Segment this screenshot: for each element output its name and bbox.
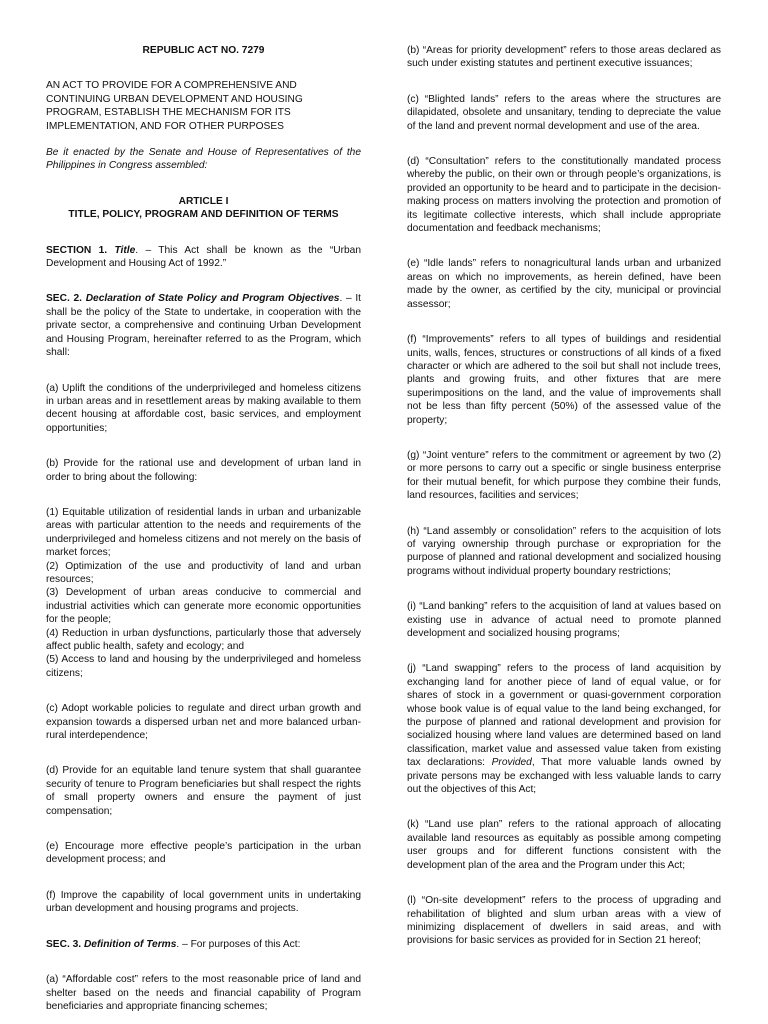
section-2: [46, 292, 361, 359]
policy-item-f: (f) Improve the capability of local government units in undertaking urban development and housing programs and projects.: [46, 889, 361, 915]
definition-d: (d) “Consultation” refers to the constitutionally mandated process whereby the public, on their own or through people’s organizations, is provided an opportunity to be heard and to participate in the decision-making process on matters involving the protection and promotion of its legitimate collective interests, which shall include appropriate documentation and feedback mechanisms;: [407, 156, 721, 235]
policy-item-b: (b) Provide for the rational use and development of urban land in order to bring about the following:: [46, 458, 361, 483]
definition-l: (l) “On-site development” refers to the process of upgrading and rehabilitation of blighted and slum urban areas with a view of minimizing displacement of dwellers in said areas, and with provisions for basic services as provided for in Section 21 hereof;: [407, 895, 721, 947]
section-2-text: . – It shall be the policy of the State to undertake, in cooperation with the private sector, a comprehensive and continuing Urban Development and Housing Program, hereinafter referred to as the Program, which shall:: [46, 293, 361, 359]
definition-i: (i) “Land banking” refers to the acquisition of land at values based on existing use in advance of actual need to promote planned development and socialized housing programs;: [407, 601, 721, 639]
definition-f: (f) “Improvements” refers to all types of buildings and residential units, walls, fences, structures or constructions of all kinds of a fixed character or which are adhered to the soil but shall not include trees, plants and growing fruits, and other fixtures that are mere superimpositions on the land, and the value of improvements shall not be less than fifty percent (50%) of the assessed value of the property;: [407, 334, 721, 426]
section-1-title: Title: [114, 244, 136, 256]
definition-h: (h) “Land assembly or consolidation” refers to the acquisition of lots of varying ownership through purchase or expropriation for the purpose of planned and rational development and socialized housing programs without individual property boundary restrictions;: [407, 525, 721, 577]
policy-item-a: (a) Uplift the conditions of the underprivileged and homeless citizens in urban areas and in resettlement areas by making available to them decent housing at affordable cost, basic services, and employment opportunities;: [46, 382, 361, 434]
section-2-title: Declaration of State Policy and Program Objectives: [85, 293, 340, 305]
section-3-text: . – For purposes of this Act:: [176, 938, 301, 950]
definition-e: (e) “Idle lands” refers to nonagricultural lands urban and urbanized areas on which no improvements, as herein defined, have been made by the owner, as certified by the city, municipal or provincial assessor;: [407, 258, 721, 310]
section-1-text: . – This Act shall be known as the “Urban Development and Housing Act of 1992.”: [46, 244, 361, 270]
definition-c: (c) “Blighted lands” refers to the areas where the structures are dilapidated, obsolete and unsanitary, tending to depreciate the value of the land and prevent normal development and use of the area.: [407, 93, 721, 132]
section-1: [46, 244, 361, 271]
section-3-title: Definition of Terms: [83, 938, 177, 950]
definition-j-provided: Provided: [491, 757, 532, 769]
section-3-label: SEC. 3.: [46, 938, 82, 950]
definition-b: (b) “Areas for priority development” refers to those areas declared as such under existing statutes and pertinent executive issuances;: [407, 45, 721, 70]
policy-subitem-5: (5) Access to land and housing by the underprivileged and homeless citizens;: [46, 654, 361, 679]
policy-subitem-1: (1) Equitable utilization of residential lands in urban and urbanizable areas with particular attention to the needs and requirements of the underprivileged and homeless citizens and not merely on the basis of market forces;: [46, 506, 361, 559]
policy-item-c: (c) Adopt workable policies to regulate and direct urban growth and expansion towards a dispersed urban net and more balanced urban-rural interdependence;: [46, 703, 361, 742]
right-column: [407, 44, 721, 948]
policy-subitem-2: (2) Optimization of the use and productivity of land and urban resources;: [46, 560, 361, 585]
section-2-label: SEC. 2.: [46, 293, 82, 305]
policy-item-d: (d) Provide for an equitable land tenure system that shall guarantee security of tenure to Program beneficiaries but shall respect the rights of small property owners and ensure the payment of just compensation;: [46, 765, 361, 817]
definition-k: (k) “Land use plan” refers to the rational approach of allocating available land resources as equitably as possible among competing user groups and for different functions consistent with the development plan of the area and the Program under this Act;: [407, 819, 721, 871]
definition-g: (g) “Joint venture” refers to the commitment or agreement by two (2) or more persons to carry out a specific or single business enterprise for their mutual benefit, for which purpose they combine their funds, land resources, facilities and services;: [407, 449, 721, 502]
left-column: [46, 44, 361, 1013]
definition-j-proviso: , That more valuable lands owned by private persons may be exchanged with less valuable lands to carry out the objectives of this Act;: [407, 757, 722, 796]
enacting-clause: Be it enacted by the Senate and House of Representatives of the Philippines in Congress assembled:: [46, 147, 361, 172]
act-subtitle: AN ACT TO PROVIDE FOR A COMPREHENSIVE AND CONTINUING URBAN DEVELOPMENT AND HOUSING PROGRAM, ESTABLISH THE MECHANISM FOR ITS IMPLEMENTATION, AND FOR OTHER PURPOSES: [46, 80, 303, 132]
definition-j-text: (j) “Land swapping” refers to the process of land acquisition by exchanging land for another piece of land of equal value, or for shares of stock in a government or quasi-government corporation whose book value is of equal value to the land being exchanged, for the purpose of planned and rational development and provision for socialized housing where land values are determined based on land classification, market value and assessed value taken from existing tax declarations:: [407, 663, 721, 769]
policy-item-e: (e) Encourage more effective people’s participation in the urban development process; and: [46, 841, 361, 866]
article-title: TITLE, POLICY, PROGRAM AND DEFINITION OF TERMS: [68, 209, 339, 221]
section-3: [46, 938, 361, 951]
policy-subitem-3: (3) Development of urban areas conducive to commercial and industrial activities which can generate more economic opportunities for the people;: [46, 587, 361, 626]
policy-subitem-4: (4) Reduction in urban dysfunctions, particularly those that adversely affect public health, safety and ecology; and: [46, 627, 361, 652]
document-title: REPUBLIC ACT NO. 7279: [142, 45, 265, 56]
article-heading: ARTICLE I: [178, 195, 229, 207]
definition-j: [407, 662, 721, 796]
section-1-label: SECTION 1.: [46, 244, 108, 256]
definition-a: (a) “Affordable cost” refers to the most reasonable price of land and shelter based on the needs and financial capability of Program beneficiaries and appropriate financing schemes;: [46, 974, 361, 1012]
